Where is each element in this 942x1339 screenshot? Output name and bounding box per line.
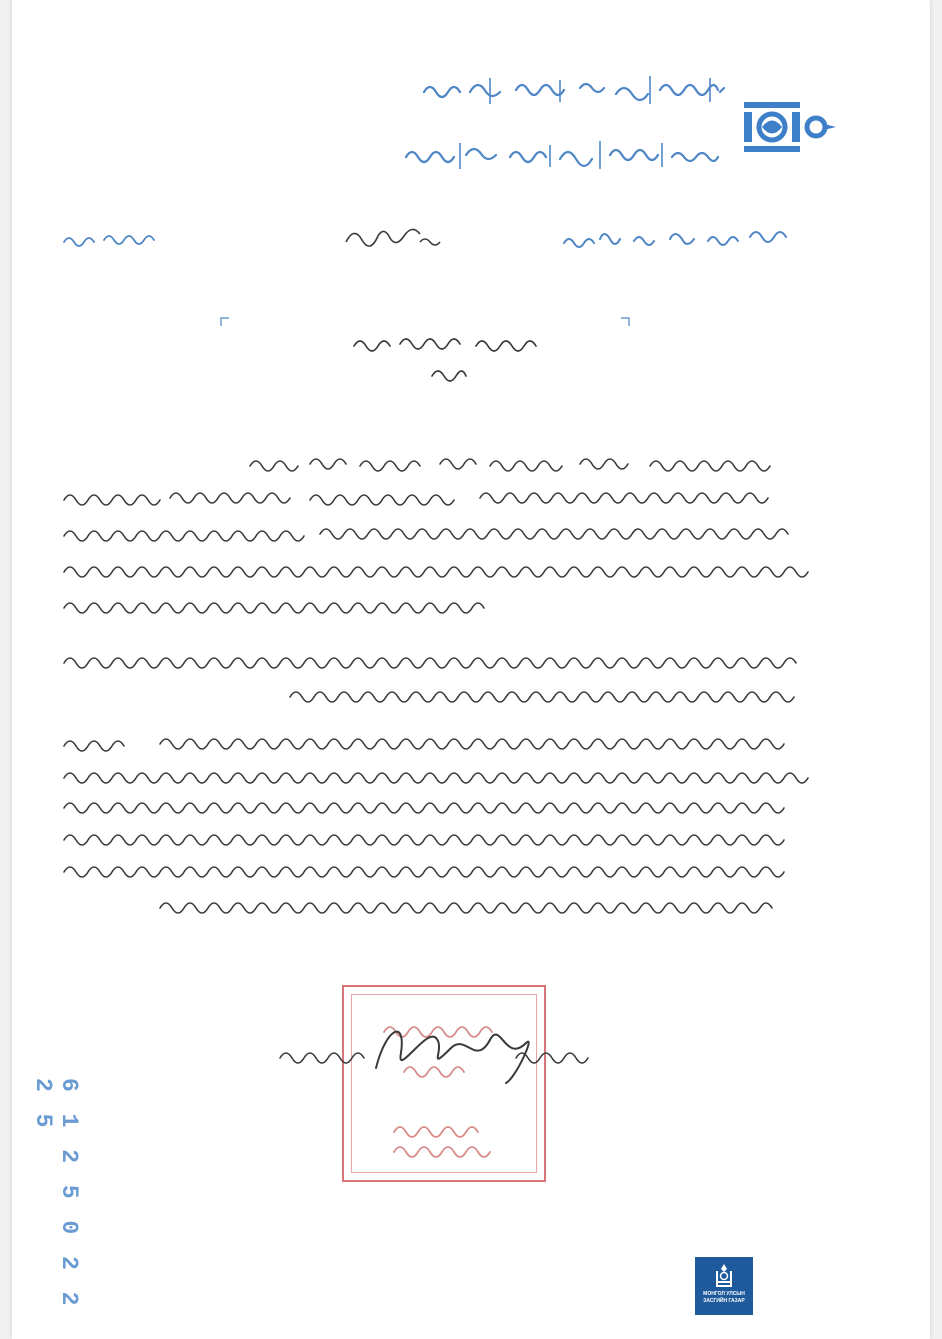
signature-block bbox=[276, 1008, 596, 1088]
reference-number-handwritten bbox=[340, 222, 450, 256]
addressee-line-1 bbox=[350, 330, 545, 358]
document-serial-number: 6 1 2 5 0 2 2 2 5 bbox=[30, 1078, 82, 1310]
place-line bbox=[60, 230, 160, 250]
body-paragraph-2 bbox=[60, 645, 815, 705]
address-bracket-left bbox=[220, 317, 230, 327]
soyombo-small-icon bbox=[715, 1263, 733, 1289]
badge-line-2: ЗАСГИЙН ГАЗАР bbox=[703, 1298, 745, 1304]
address-bracket-right bbox=[620, 317, 630, 327]
soyombo-emblem-icon bbox=[738, 100, 842, 156]
letterhead-line-2 bbox=[400, 135, 730, 175]
badge-line-1: МОНГОЛ УЛСЫН bbox=[703, 1291, 745, 1297]
body-paragraph-3 bbox=[60, 728, 815, 928]
body-paragraph-1 bbox=[60, 448, 815, 623]
letterhead-line-1 bbox=[420, 70, 730, 110]
document-reference-date-line bbox=[560, 225, 805, 255]
government-badge-icon bbox=[695, 1257, 753, 1315]
addressee-line-2 bbox=[428, 364, 468, 386]
